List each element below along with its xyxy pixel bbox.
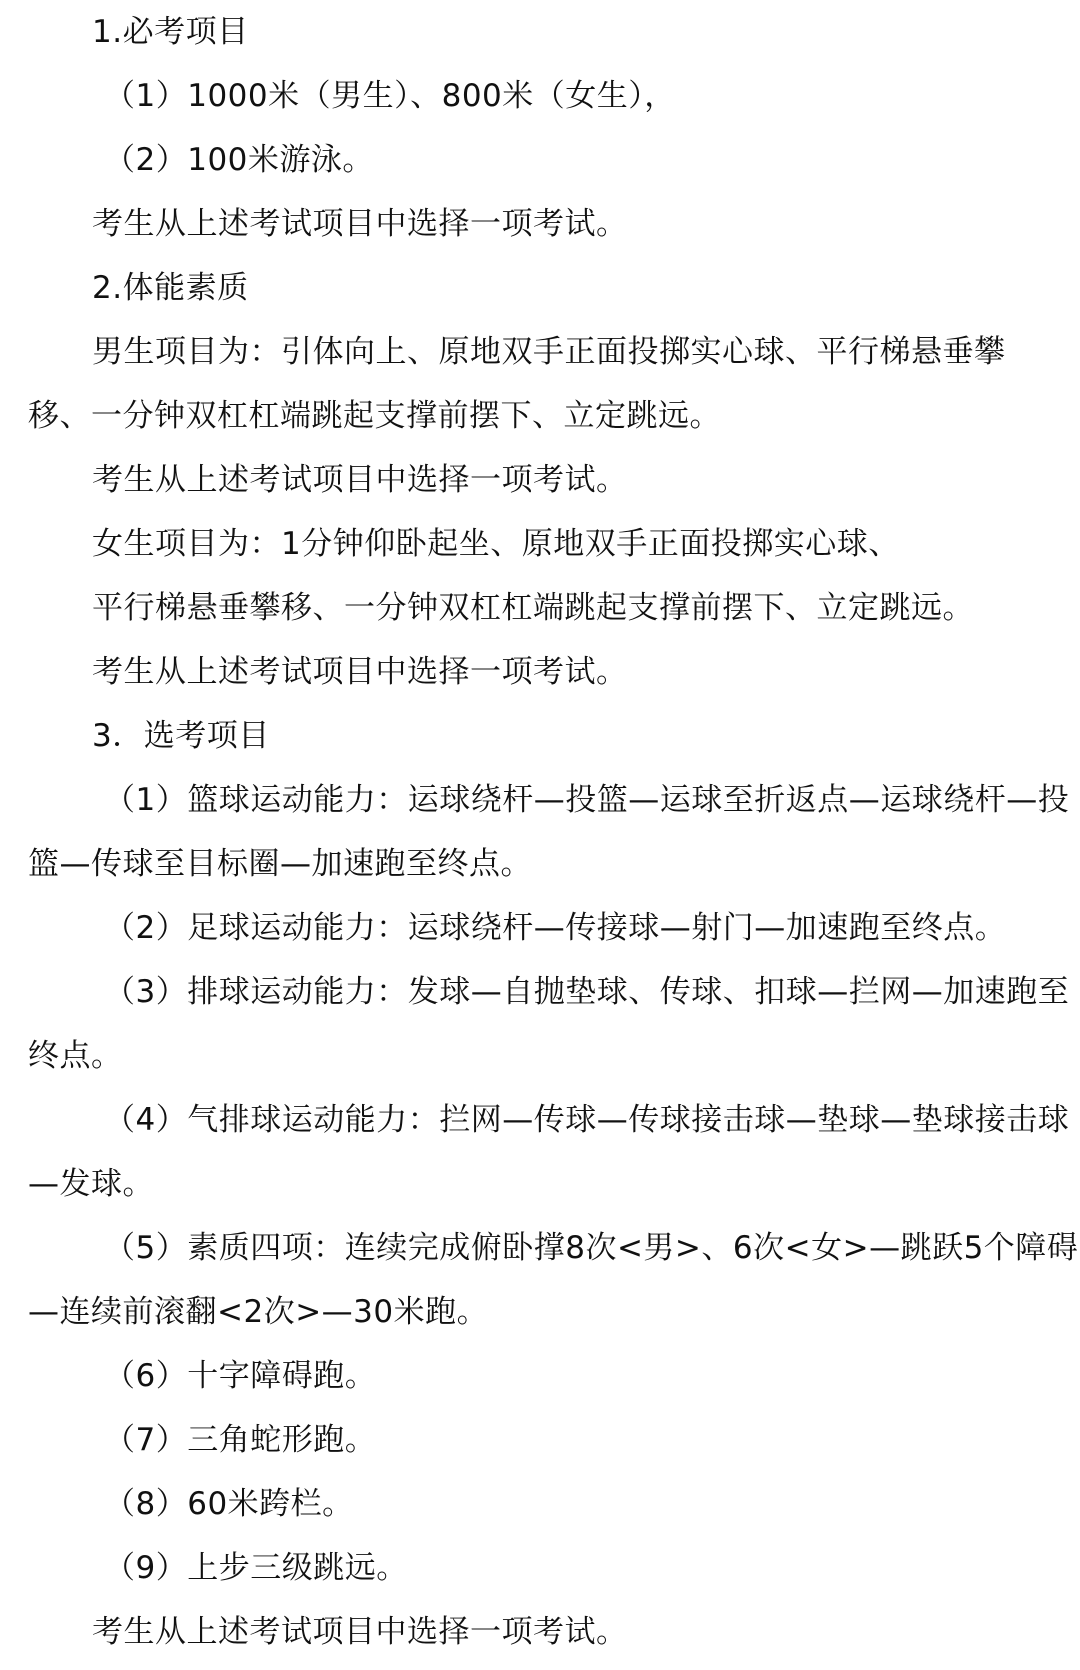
optional-item-4-line-2: —发球。	[28, 1166, 154, 1202]
male-items-line-1: 男生项目为：引体向上、原地双手正面投掷实心球、平行梯悬垂攀	[92, 334, 1006, 370]
optional-item-4-line-1: （4）气排球运动能力：拦网—传球—传球接击球—垫球—垫球接击球	[104, 1102, 1070, 1138]
optional-item-9: （9）上步三级跳远。	[104, 1550, 408, 1586]
optional-item-6: （6）十字障碍跑。	[104, 1358, 377, 1394]
optional-item-1-line-1: （1）篮球运动能力：运球绕杆—投篮—运球至折返点—运球绕杆—投	[104, 782, 1070, 818]
optional-item-5-line-2: —连续前滚翻<2次>—30米跑。	[28, 1294, 489, 1330]
optional-item-3-line-2: 终点。	[28, 1038, 123, 1074]
female-items-line-2: 平行梯悬垂攀移、一分钟双杠杠端跳起支撑前摆下、立定跳远。	[92, 590, 974, 626]
optional-item-8: （8）60米跨栏。	[104, 1486, 354, 1522]
female-note: 考生从上述考试项目中选择一项考试。	[92, 654, 628, 690]
optional-item-7: （7）三角蛇形跑。	[104, 1422, 377, 1458]
optional-item-1-line-2: 篮—传球至目标圈—加速跑至终点。	[28, 846, 532, 882]
required-note: 考生从上述考试项目中选择一项考试。	[92, 206, 628, 242]
male-note: 考生从上述考试项目中选择一项考试。	[92, 462, 628, 498]
required-item-1: （1）1000米（男生）、800米（女生），	[104, 78, 676, 114]
male-items-line-2: 移、一分钟双杠杠端跳起支撑前摆下、立定跳远。	[28, 398, 721, 434]
optional-item-5-line-1: （5）素质四项：连续完成俯卧撑8次<男>、6次<女>—跳跃5个障碍	[104, 1230, 1079, 1266]
required-item-2: （2）100米游泳。	[104, 142, 374, 178]
final-note: 考生从上述考试项目中选择一项考试。	[92, 1614, 628, 1650]
section-heading-optional: 3．选考项目	[92, 718, 270, 754]
optional-item-2: （2）足球运动能力：运球绕杆—传接球—射门—加速跑至终点。	[104, 910, 1007, 946]
section-heading-required: 1.必考项目	[92, 14, 249, 50]
female-items-line-1: 女生项目为：1分钟仰卧起坐、原地双手正面投掷实心球、	[92, 526, 900, 562]
optional-item-3-line-1: （3）排球运动能力：发球—自抛垫球、传球、扣球—拦网—加速跑至	[104, 974, 1070, 1010]
section-heading-fitness: 2.体能素质	[92, 270, 249, 306]
